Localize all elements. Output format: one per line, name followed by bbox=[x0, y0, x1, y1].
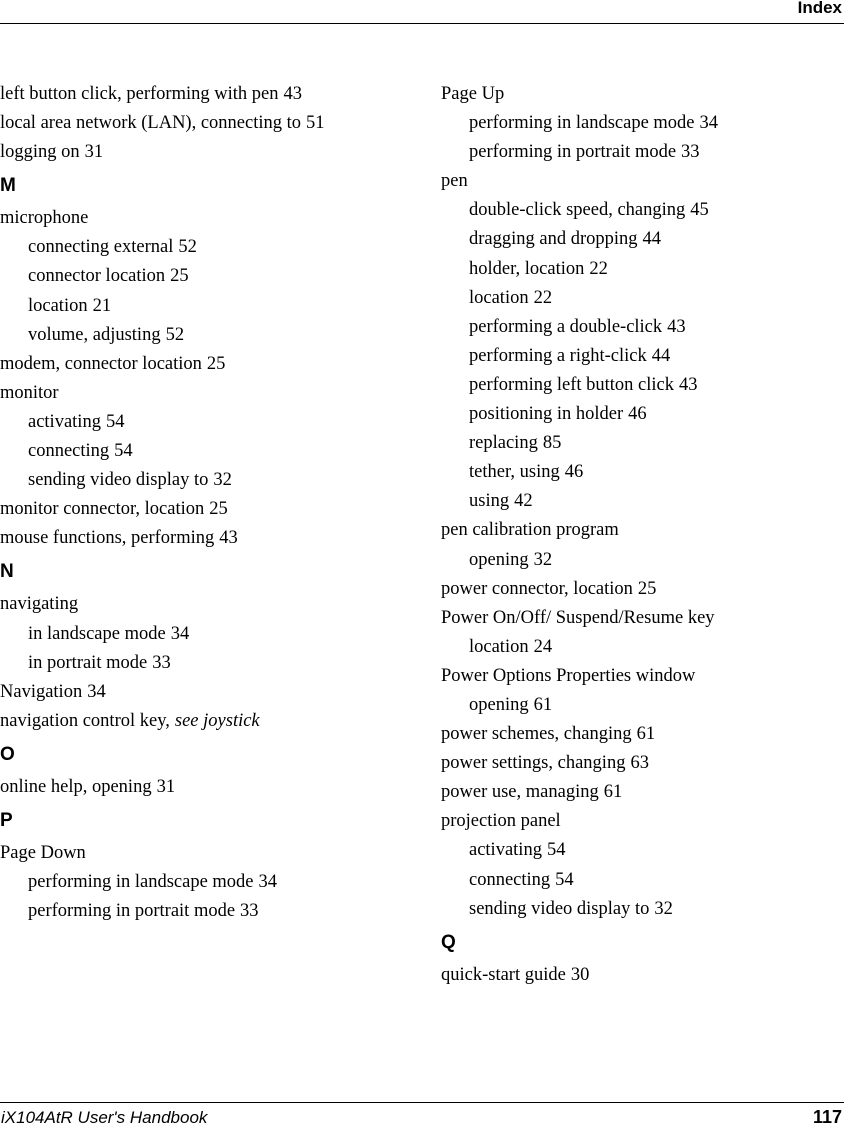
index-term: in portrait mode bbox=[28, 652, 148, 673]
index-page-number: 52 bbox=[165, 324, 185, 345]
index-term: holder, location bbox=[469, 258, 585, 279]
index-section-letter: O bbox=[0, 743, 15, 765]
index-entry bbox=[441, 604, 841, 633]
index-subentry bbox=[0, 233, 420, 262]
index-term: positioning in holder bbox=[469, 404, 624, 425]
index-term: projection panel bbox=[441, 811, 561, 832]
index-page-number: 45 bbox=[690, 200, 709, 221]
index-subentry bbox=[441, 255, 841, 284]
index-term: power connector, location bbox=[441, 578, 633, 599]
index-term: modem, connector location bbox=[0, 353, 202, 374]
index-subentry bbox=[0, 620, 420, 649]
index-subentry bbox=[441, 109, 841, 138]
index-term: monitor bbox=[0, 382, 59, 403]
index-page-number: 25 bbox=[206, 353, 226, 374]
index-term: opening bbox=[469, 694, 529, 715]
index-term: using bbox=[469, 491, 510, 512]
index-term: activating bbox=[28, 411, 101, 432]
index-term: in landscape mode bbox=[28, 623, 166, 644]
index-page-number: 44 bbox=[651, 345, 671, 366]
index-subentry bbox=[0, 262, 420, 291]
index-term: pen bbox=[441, 171, 468, 192]
running-header-title: Index bbox=[797, 0, 842, 17]
index-subentry bbox=[0, 897, 420, 926]
index-subentry bbox=[441, 633, 841, 662]
index-page-number: 43 bbox=[667, 316, 686, 337]
index-term: monitor connector, location bbox=[0, 499, 205, 520]
index-term: Page Up bbox=[441, 84, 505, 104]
index-cross-reference: see joystick bbox=[174, 710, 260, 731]
index-subentry bbox=[441, 429, 841, 458]
index-entry bbox=[441, 778, 841, 807]
index-term: power schemes, changing bbox=[441, 724, 632, 745]
index-page-number: 25 bbox=[209, 499, 228, 520]
index-subentry bbox=[441, 895, 841, 924]
index-page-number: 61 bbox=[636, 724, 656, 745]
index-subentry bbox=[0, 466, 420, 495]
index-entry bbox=[0, 773, 420, 802]
index-term: location bbox=[469, 636, 529, 657]
index-subentry bbox=[0, 408, 420, 437]
index-page-number: 54 bbox=[555, 869, 574, 890]
index-term: left button click, performing with pen bbox=[0, 84, 279, 104]
index-entry bbox=[0, 204, 420, 233]
index-entry bbox=[441, 80, 841, 109]
index-page-number: 22 bbox=[533, 287, 553, 308]
index-section-letter: M bbox=[0, 175, 16, 197]
index-subentry bbox=[441, 284, 841, 313]
index-term: performing in portrait mode bbox=[28, 901, 236, 922]
index-page-number: 34 bbox=[699, 113, 719, 134]
index-term: connector location bbox=[28, 266, 166, 287]
index-page-number: 54 bbox=[114, 441, 133, 462]
index-page-number: 25 bbox=[170, 266, 189, 287]
index-section-letter: P bbox=[0, 809, 13, 831]
index-subentry bbox=[441, 342, 841, 371]
index-entry bbox=[0, 109, 420, 138]
index-entry bbox=[441, 167, 841, 196]
index-entry bbox=[441, 749, 841, 778]
index-term: performing a right-click bbox=[469, 345, 647, 366]
index-subentry bbox=[0, 649, 420, 678]
index-page-number: 51 bbox=[306, 113, 325, 134]
index-page-number: 43 bbox=[678, 374, 698, 395]
index-term: performing in landscape mode bbox=[469, 113, 695, 134]
index-entry bbox=[441, 807, 841, 836]
index-term: navigating bbox=[0, 594, 79, 615]
index-column-right bbox=[441, 80, 841, 990]
index-term: navigation control key, bbox=[0, 710, 170, 731]
index-entry bbox=[441, 575, 841, 604]
index-term: connecting bbox=[469, 869, 551, 890]
index-term: online help, opening bbox=[0, 776, 152, 797]
index-page-number: 31 bbox=[156, 776, 176, 797]
index-term: local area network (LAN), connecting to bbox=[0, 113, 302, 134]
index-subentry bbox=[441, 400, 841, 429]
index-subentry bbox=[441, 546, 841, 575]
index-term: pen calibration program bbox=[441, 520, 619, 541]
index-subentry bbox=[0, 868, 420, 897]
index-page-number: 34 bbox=[170, 623, 190, 644]
index-subentry bbox=[441, 313, 841, 342]
index-page-number: 32 bbox=[654, 898, 673, 919]
index-subentry bbox=[441, 458, 841, 487]
index-subentry bbox=[441, 836, 841, 865]
index-term: connecting bbox=[28, 441, 110, 462]
footer-book-title: iX104AtR User's Handbook bbox=[1, 1108, 208, 1127]
index-entry bbox=[0, 707, 420, 736]
index-page-number: 32 bbox=[213, 470, 232, 491]
index-entry bbox=[441, 662, 841, 691]
index-term: logging on bbox=[0, 142, 80, 163]
index-page-number: 46 bbox=[564, 462, 584, 483]
index-term: location bbox=[469, 287, 529, 308]
index-page-number: 63 bbox=[630, 753, 649, 774]
index-entry bbox=[0, 590, 420, 619]
index-page-number: 85 bbox=[542, 433, 562, 454]
index-page-number: 43 bbox=[283, 84, 302, 104]
footer-page-number: 117 bbox=[812, 1107, 842, 1127]
index-term: volume, adjusting bbox=[28, 324, 161, 345]
index-term: location bbox=[28, 295, 88, 316]
index-term: power settings, changing bbox=[441, 753, 626, 774]
index-term: opening bbox=[469, 549, 529, 570]
index-page-number: 34 bbox=[258, 872, 278, 893]
index-page-number: 61 bbox=[603, 782, 623, 803]
index-entry bbox=[0, 379, 420, 408]
index-entry bbox=[441, 961, 841, 990]
index-term: connecting external bbox=[28, 237, 174, 258]
index-page-number: 22 bbox=[589, 258, 608, 279]
index-term: Power On/Off/ Suspend/Resume key bbox=[441, 607, 715, 628]
index-term: double-click speed, changing bbox=[469, 200, 686, 221]
index-term: quick-start guide bbox=[441, 964, 566, 985]
index-page-number: 61 bbox=[533, 694, 553, 715]
index-subentry bbox=[441, 691, 841, 720]
index-term: power use, managing bbox=[441, 782, 599, 803]
index-entry bbox=[0, 524, 420, 553]
index-section-letter: Q bbox=[441, 931, 456, 953]
header-rule bbox=[0, 23, 844, 24]
index-entry bbox=[0, 138, 420, 167]
index-page-number: 24 bbox=[533, 636, 553, 657]
index-entry bbox=[0, 495, 420, 524]
index-page-number: 33 bbox=[240, 901, 259, 922]
index-subentry bbox=[0, 292, 420, 321]
index-page-number: 42 bbox=[514, 491, 533, 512]
index-term: Power Options Properties window bbox=[441, 665, 696, 686]
index-subentry bbox=[441, 866, 841, 895]
index-entry bbox=[0, 80, 420, 109]
index-page-number: 32 bbox=[533, 549, 553, 570]
index-entry bbox=[441, 516, 841, 545]
index-term: performing a double-click bbox=[469, 316, 663, 337]
index-subentry bbox=[0, 321, 420, 350]
index-page-number: 46 bbox=[628, 404, 647, 425]
index-subentry bbox=[441, 371, 841, 400]
index-page-number: 34 bbox=[87, 681, 106, 702]
index-subentry bbox=[0, 437, 420, 466]
index-subentry bbox=[441, 196, 841, 225]
index-page-number: 33 bbox=[681, 142, 700, 163]
index-term: performing in portrait mode bbox=[469, 142, 677, 163]
footer-rule bbox=[0, 1102, 844, 1103]
index-page-number: 44 bbox=[642, 229, 662, 250]
index-term: Navigation bbox=[0, 681, 83, 702]
index-term: Page Down bbox=[0, 842, 86, 863]
index-entry bbox=[441, 720, 841, 749]
index-subentry bbox=[441, 225, 841, 254]
index-page-number: 21 bbox=[92, 295, 112, 316]
index-term: replacing bbox=[469, 433, 538, 454]
index-subentry bbox=[441, 138, 841, 167]
index-column-left bbox=[0, 80, 420, 926]
index-term: sending video display to bbox=[469, 898, 650, 919]
index-page-number: 43 bbox=[219, 528, 238, 549]
index-term: activating bbox=[469, 840, 542, 861]
index-term: tether, using bbox=[469, 462, 560, 483]
index-section-letter: N bbox=[0, 561, 14, 583]
index-page-number: 52 bbox=[178, 237, 197, 258]
index-term: performing left button click bbox=[469, 374, 674, 395]
index-subentry bbox=[441, 487, 841, 516]
index-page-number: 31 bbox=[84, 142, 104, 163]
index-term: mouse functions, performing bbox=[0, 528, 215, 549]
index-term: microphone bbox=[0, 208, 89, 229]
index-term: sending video display to bbox=[28, 470, 209, 491]
index-entry bbox=[0, 350, 420, 379]
index-page-number: 54 bbox=[546, 840, 566, 861]
index-term: performing in landscape mode bbox=[28, 872, 254, 893]
index-page-number: 54 bbox=[105, 411, 125, 432]
index-page-number: 33 bbox=[152, 652, 171, 673]
index-page-number: 30 bbox=[570, 964, 590, 985]
index-entry bbox=[0, 678, 420, 707]
index-term: dragging and dropping bbox=[469, 229, 638, 250]
index-entry bbox=[0, 839, 420, 868]
index-page-number: 25 bbox=[637, 578, 657, 599]
